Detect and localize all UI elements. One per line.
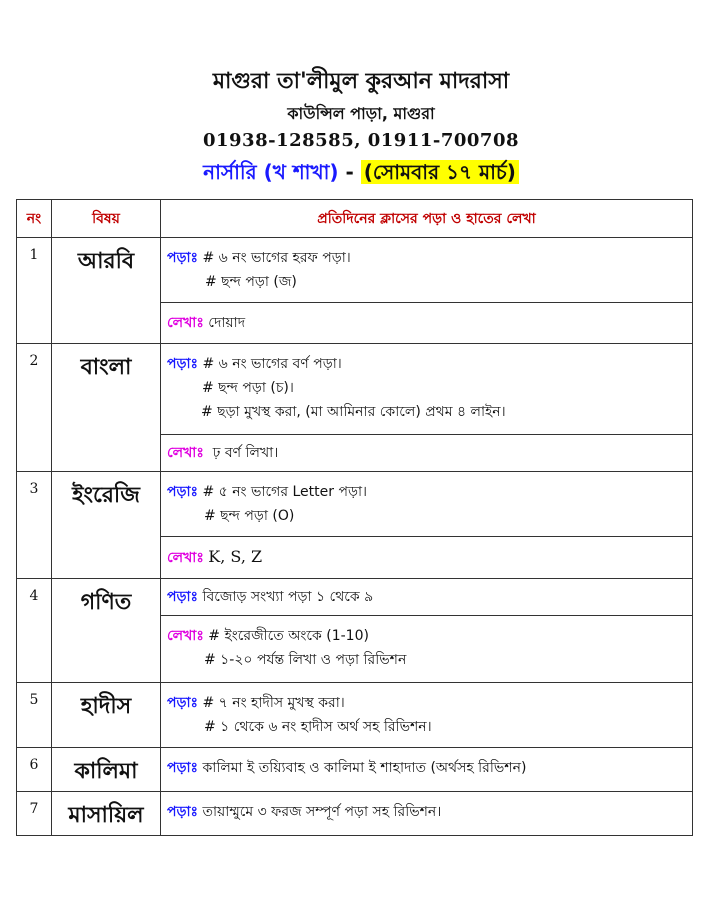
read-cell	[161, 579, 693, 616]
read-cell	[161, 792, 693, 836]
read-label: পড়াঃ	[167, 484, 199, 500]
subject-name: আরবি	[52, 238, 161, 344]
header-subject: বিষয়	[52, 200, 161, 238]
school-phones: 01938-128585, 01911-700708	[202, 130, 519, 151]
read-label: পড়াঃ	[167, 250, 199, 266]
read-line: # ১ থেকে ৬ নং হাদীস অর্থ সহ রিভিশন।	[204, 719, 432, 735]
write-cell	[161, 435, 693, 472]
read-cell	[161, 683, 693, 748]
subject-name: ইংরেজি	[52, 472, 161, 579]
row-number: 1	[17, 238, 52, 344]
read-cell	[161, 238, 693, 303]
read-line: # ছন্দ পড়া (জ)	[205, 274, 297, 290]
write-cell	[161, 616, 693, 683]
read-label: পড়াঃ	[167, 695, 199, 711]
read-label: পড়াঃ	[167, 760, 199, 776]
class-date-line	[0, 158, 722, 191]
school-title: মাগুরা তা'লীমুল কুরআন মাদরাসা	[212, 69, 510, 94]
write-line: দোয়াদ	[208, 315, 246, 331]
read-label: পড়াঃ	[167, 804, 199, 820]
read-line: # ছন্দ পড়া (চ)।	[202, 380, 294, 396]
read-cell	[161, 344, 693, 435]
write-label: লেখাঃ	[167, 628, 204, 644]
row-number: 6	[17, 748, 52, 792]
school-address: কাউন্সিল পাড়া, মাগুরা	[287, 104, 435, 123]
write-cell	[161, 303, 693, 344]
separator: -	[338, 160, 361, 184]
row-number: 2	[17, 344, 52, 472]
table-row	[17, 792, 693, 836]
date-label: (সোমবার ১৭ মার্চ)	[361, 160, 519, 184]
write-label: লেখাঃ	[167, 315, 204, 331]
row-number: 3	[17, 472, 52, 579]
read-line: # ছড়া মুখস্থ করা, (মা আমিনার কোলে) প্রথম ৪ লাইন।	[201, 404, 506, 420]
read-line: # ৫ নং ভাগের Letter পড়া।	[202, 484, 368, 500]
row-number: 4	[17, 579, 52, 683]
read-line: কালিমা ই তয়্যিবাহ ও কালিমা ই শাহাদাত (অর্থসহ রিভিশন)	[202, 760, 527, 776]
subject-name: বাংলা	[52, 344, 161, 472]
write-line: # ইংরেজীতে অংকে (1-10)	[208, 628, 369, 644]
subject-name: কালিমা	[52, 748, 161, 792]
row-number: 7	[17, 792, 52, 836]
write-line: K, S, Z	[208, 547, 263, 566]
table-row	[17, 748, 693, 792]
read-line: # ৭ নং হাদীস মুখস্থ করা।	[202, 695, 345, 711]
header-num: নং	[17, 200, 52, 238]
read-cell	[161, 748, 693, 792]
subject-name: হাদীস	[52, 683, 161, 748]
write-label: লেখাঃ	[167, 445, 204, 461]
table-row	[17, 238, 693, 303]
lesson-table	[16, 199, 693, 836]
write-line: ঢ় বর্ণ লিখা।	[212, 445, 279, 461]
read-cell	[161, 472, 693, 537]
table-row	[17, 344, 693, 435]
read-label: পড়াঃ	[167, 589, 199, 605]
table-header-row	[17, 200, 693, 238]
row-number: 5	[17, 683, 52, 748]
table-row	[17, 472, 693, 537]
class-label: নার্সারি (খ শাখা)	[203, 160, 339, 184]
table-row	[17, 683, 693, 748]
subject-name: গণিত	[52, 579, 161, 683]
read-line: # ৬ নং ভাগের বর্ণ পড়া।	[202, 356, 342, 372]
read-line: # ৬ নং ভাগের হরফ পড়া।	[202, 250, 351, 266]
write-cell	[161, 537, 693, 579]
read-line: বিজোড় সংখ্যা পড়া ১ থেকে ৯	[202, 589, 374, 605]
read-line: # ছন্দ পড়া (O)	[204, 508, 295, 524]
subject-name: মাসায়িল	[52, 792, 161, 836]
read-label: পড়াঃ	[167, 356, 199, 372]
header-lesson: প্রতিদিনের ক্লাসের পড়া ও হাতের লেখা	[161, 200, 693, 238]
read-line: তায়াম্মুমে ৩ ফরজ সম্পূর্ণ পড়া সহ রিভিশন।	[202, 804, 442, 820]
table-row	[17, 579, 693, 616]
write-label: লেখাঃ	[167, 550, 204, 566]
write-line: # ১-২০ পর্যন্ত লিখা ও পড়া রিভিশন	[204, 652, 407, 668]
